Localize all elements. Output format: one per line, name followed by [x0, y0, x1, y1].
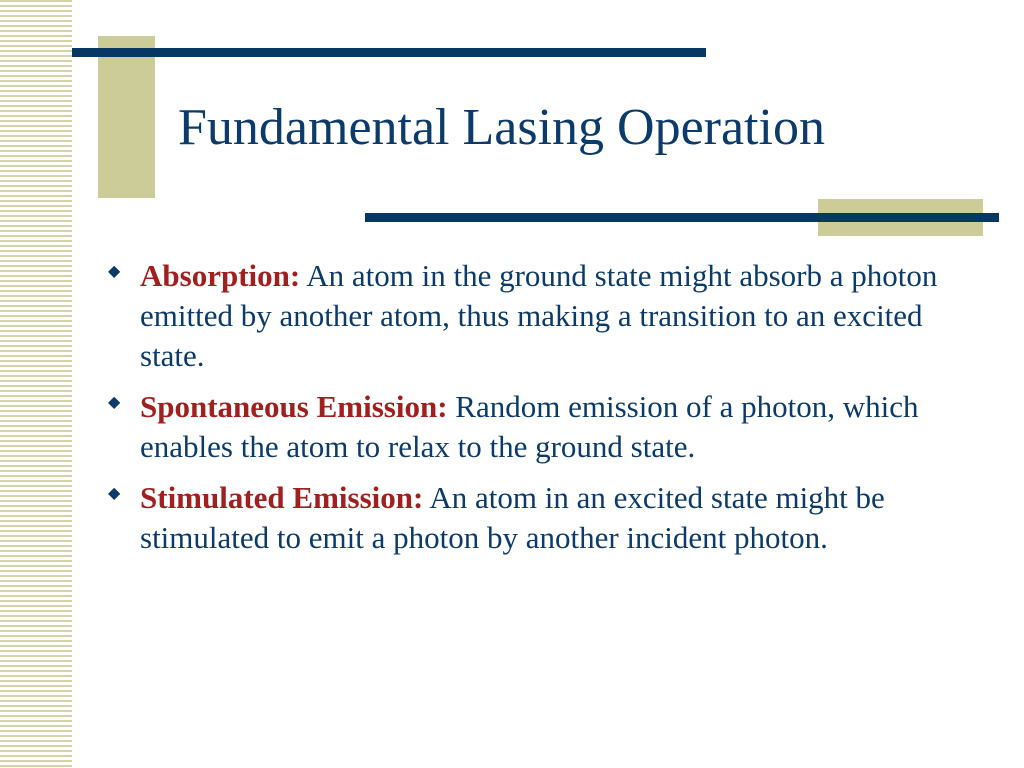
bullet-term: Stimulated Emission: [140, 480, 424, 515]
bullet-item-absorption [102, 256, 962, 376]
bullet-list [102, 256, 962, 569]
bullet-term: Absorption: [140, 258, 301, 293]
bullet-term: Spontaneous Emission: [140, 389, 448, 424]
diamond-bullet-icon: ◆ [108, 394, 121, 411]
bullet-text: An atom in an excited state might be stimulated to emit a photon by another incident photon. [140, 480, 885, 555]
bullet-item-spontaneous-emission [102, 387, 962, 467]
slide-title: Fundamental Lasing Operation [178, 99, 825, 156]
diamond-bullet-icon: ◆ [108, 263, 121, 280]
bottom-rule-line [365, 213, 999, 222]
bullet-text: An atom in the ground state might absorb a photon emitted by another atom, thus making a transition to an excited state. [140, 258, 938, 373]
bullet-item-stimulated-emission [102, 478, 962, 558]
bullet-text: Random emission of a photon, which enables the atom to relax to the ground state. [140, 389, 919, 464]
diamond-bullet-icon: ◆ [108, 485, 121, 502]
top-rule-line [72, 48, 706, 57]
left-stripe-decoration [0, 0, 72, 768]
title-accent-block [98, 36, 155, 198]
